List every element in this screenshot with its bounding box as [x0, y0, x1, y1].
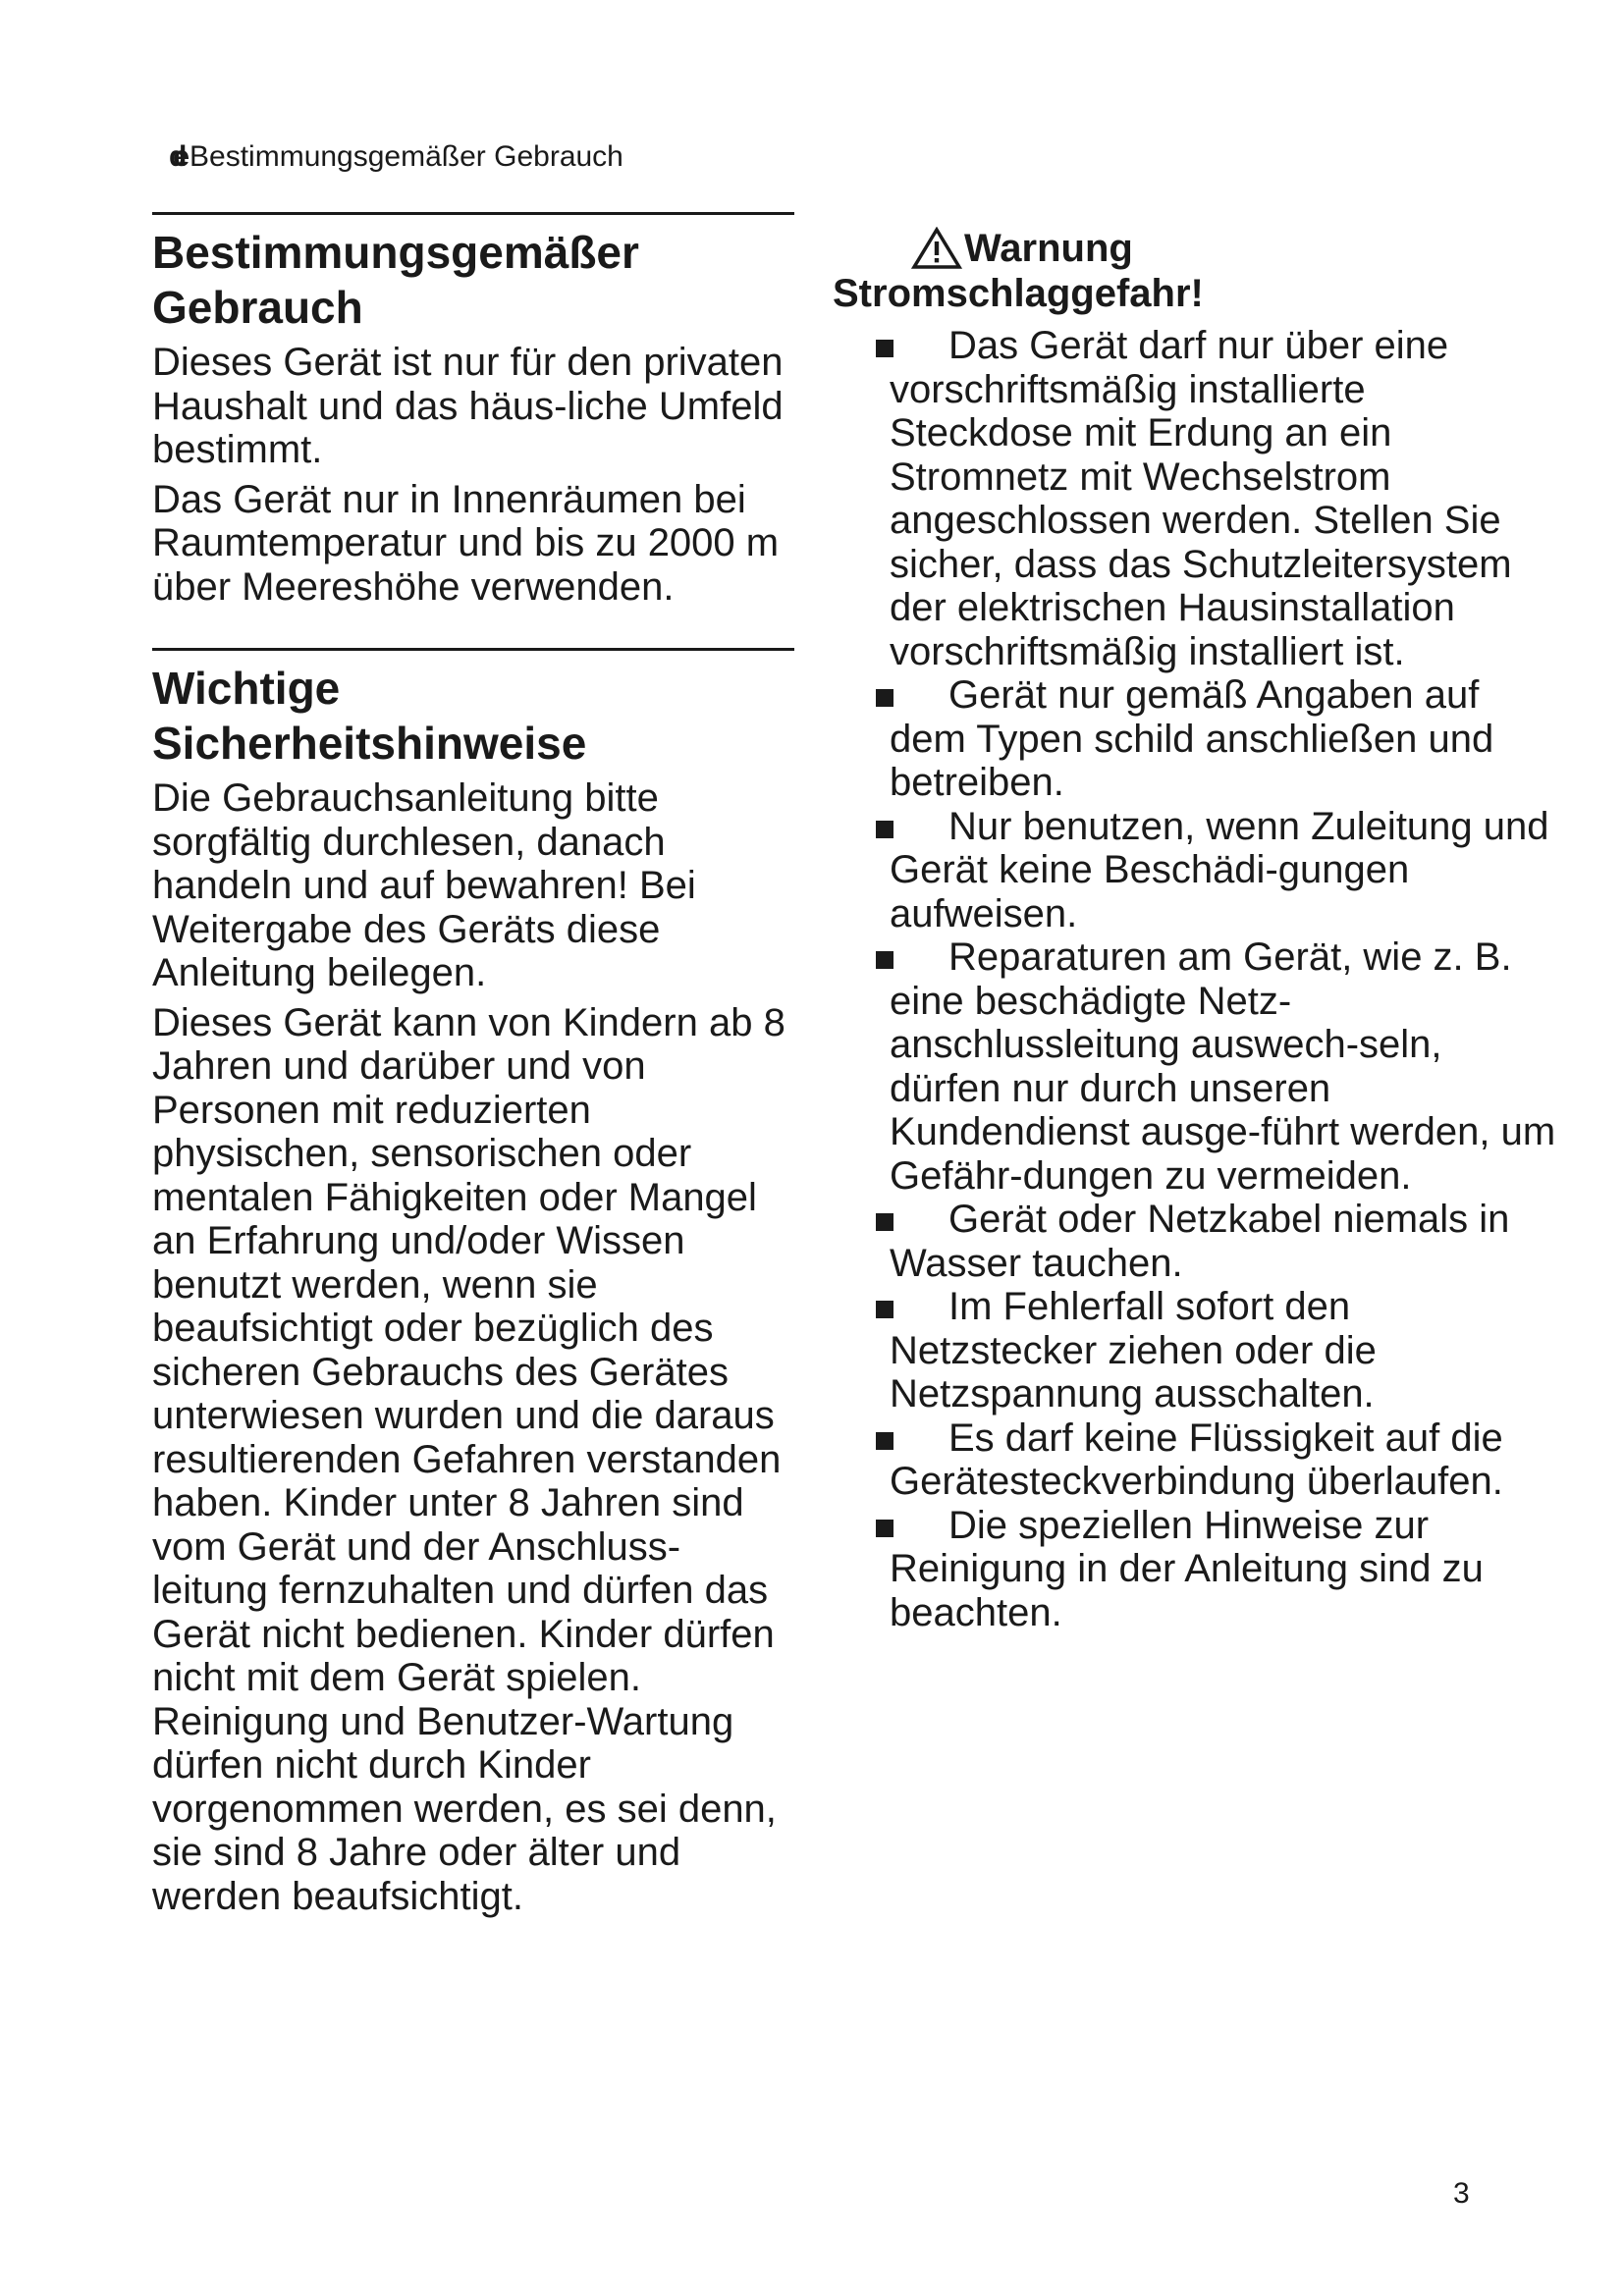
safety-section: [152, 648, 794, 1918]
section-title-intended-use: Bestimmungsgemäßer Gebrauch: [152, 227, 639, 333]
right-column: [833, 226, 1559, 1634]
running-title: Bestimmungsgemäßer Gebrauch: [189, 140, 623, 173]
page-number: 3: [1453, 2177, 1470, 2210]
intended-use-paragraph-2: Das Gerät nur in Innenräumen bei Raumtemperatur und bis zu 2000 m über Meereshöhe verwenden.: [152, 477, 780, 609]
bullet-square-icon: [876, 821, 893, 838]
list-item: Es darf keine Flüssigkeit auf die Gerätesteckverbindung überlaufen.: [833, 1416, 1559, 1504]
bullet-square-icon: [876, 1520, 893, 1537]
list-item: Im Fehlerfall sofort den Netzstecker ziehen oder die Netzspannung ausschalten.: [833, 1285, 1559, 1416]
safety-paragraph-2: Dieses Gerät kann von Kindern ab 8 Jahren und darüber und von Personen mit reduzierten physischen, sensorischen oder mentalen Fähigkeiten oder Mangel an Erfahrung und/oder Wissen benutzt werden, wenn sie beaufsichtigt oder bezüglich des sicheren Gebrauchs des Gerätes unterwiesen wurden und die daraus resultierenden Gefahren verstanden haben. Kinder unter 8 Jahren sind vom Gerät und der Anschluss-leitung fernzuhalten und dürfen das Gerät nicht bedienen. Kinder dürfen nicht mit dem Gerät spielen. Reinigung und Benutzer-Wartung dürfen nicht durch Kinder vorgenommen werden, es sei denn, sie sind 8 Jahre oder älter und werden beaufsichtigt.: [152, 1000, 785, 1918]
list-item: Die speziellen Hinweise zur Reinigung in der Anleitung sind zu beachten.: [833, 1504, 1559, 1635]
bullet-square-icon: [876, 689, 893, 707]
bullet-square-icon: [876, 1432, 893, 1450]
bullet-square-icon: [876, 340, 893, 357]
running-header: [169, 139, 623, 175]
warning-list: [833, 324, 1559, 1634]
list-item: Nur benutzen, wenn Zuleitung und Gerät keine Beschädi-gungen aufweisen.: [833, 805, 1559, 936]
left-column: [152, 212, 794, 1924]
list-item: Reparaturen am Gerät, wie z. B. eine beschädigte Netz-anschlussleitung auswech-seln, dürfen nur durch unseren Kundendienst ausge-führt werden, um Gefähr-dungen zu vermeiden.: [833, 935, 1559, 1198]
list-item: Gerät oder Netzkabel niemals in Wasser tauchen.: [833, 1198, 1559, 1285]
language-code: de: [169, 140, 177, 173]
warning-triangle-icon: [911, 227, 962, 270]
bullet-square-icon: [876, 951, 893, 969]
section-divider: [152, 212, 794, 215]
list-item: Das Gerät darf nur über eine vorschriftsmäßig installierte Steckdose mit Erdung an ein Stromnetz mit Wechselstrom angeschlossen werden. Stellen Sie sicher, dass das Schutzleitersystem der elektrischen Hausinstallation vorschriftsmäßig installiert ist.: [833, 324, 1559, 673]
safety-paragraph-1: Die Gebrauchsanleitung bitte sorgfältig durchlesen, danach handeln und auf bewahren! Bei Weitergabe des Geräts diese Anleitung beilegen.: [152, 776, 696, 994]
warning-label: Warnung: [964, 227, 1133, 270]
section-title-safety: Wichtige Sicherheitshinweise: [152, 663, 587, 769]
list-item: Gerät nur gemäß Angaben auf dem Typen schild anschließen und betreiben.: [833, 673, 1559, 805]
warning-title: Stromschlaggefahr!: [833, 272, 1204, 315]
intended-use-paragraph-1: Dieses Gerät ist nur für den privaten Haushalt und das häus-liche Umfeld bestimmt.: [152, 341, 784, 471]
bullet-square-icon: [876, 1301, 893, 1318]
bullet-square-icon: [876, 1213, 893, 1231]
section-divider: [152, 648, 794, 651]
warning-heading: [911, 226, 1559, 271]
